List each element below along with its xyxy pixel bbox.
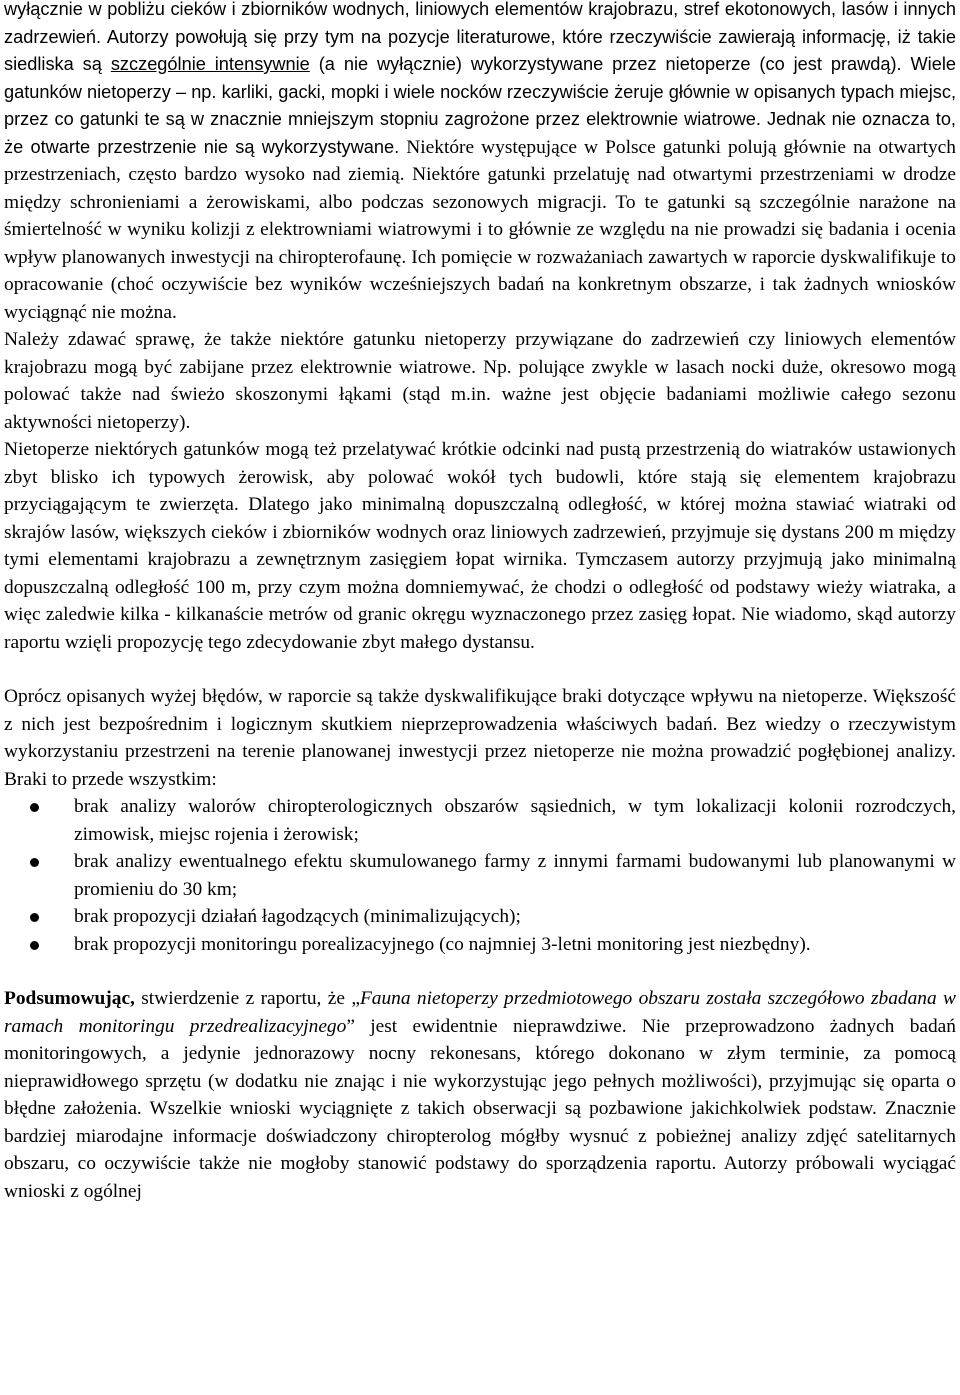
summary-text-1: stwierdzenie z raportu, że „ — [134, 988, 360, 1009]
list-item-text: brak propozycji działań łagodzących (minimalizujących); — [74, 906, 521, 927]
document-page — [4, 0, 956, 1205]
list-item-text: brak propozycji monitoringu porealizacyjnego (co najmniej 3-letni monitoring jest niezbędny). — [74, 933, 811, 955]
list-item — [4, 903, 956, 931]
summary-lead: Podsumowując, — [4, 988, 135, 1009]
summary-text-2: ” jest ewidentnie nieprawdziwe. Nie przeprowadzono żadnych badań monitoringowych, a jedynie jednorazowy nocny rekonesans, którego dokonano w złym terminie, za pomocą nieprawidłowego sprzętu (w dodatku nie znając i nie wykorzystując jego pełnych możliwości), przyjmując się oparta o błędne założenia. Wszelkie wnioski wyciągnięte z takich obserwacji są pozbawione jakichkolwiek podstaw. Znacznie bardziej miarodajne informacje doświadczony chiropterolog mógłby wysnuć z pobieżnej analizy zdjęć satelitarnych obszaru, co oczywiście także nie mogłoby stanowić podstawy do sporządzenia raportu. Autorzy próbowali wyciągać wnioski z ogólnej — [4, 1015, 956, 1202]
paragraph-2 — [4, 326, 956, 436]
list-item-text: brak analizy walorów chiropterologicznych obszarów sąsiednich, w tym lokalizacji kolonii rozrodczych, zimowisk, miejsc rojenia i żerowisk; — [74, 796, 956, 845]
bullet-icon — [30, 913, 39, 922]
summary-quote: Fauna nietoperzy przedmiotowego obszaru została szczegółowo zbadana w ramach monitoringu przedrealizacyjnego — [4, 988, 956, 1037]
paragraph-gap — [4, 958, 956, 985]
paragraph-1-underlined-text: szczególnie intensywnie — [110, 54, 310, 74]
bullet-icon — [30, 941, 39, 950]
paragraph-3-text: Nietoperze niektórych gatunków mogą też przelatywać krótkie odcinki nad pustą przestrzenią do wiatraków ustawionych zbyt blisko ich typowych żerowisk, aby polować wokół tych budowli, które stają się elementem krajobrazu przyciągającym te zwierzęta. Dlatego jako minimalną dopuszczalną odległość, w której można stawiać wiatraki od skrajów lasów, większych cieków i zbiorników wodnych oraz liniowych zadrzewień, przyjmuje się dystans 200 m między tymi elementami krajobrazu a zewnętrznym zasięgiem łopat wirnika. Tymczasem autorzy przyjmują jako minimalną dopuszczalną odległość 100 m, przy czym można domniemywać, że chodzi o odległość od podstawy wieży wiatraka, a więc zaledwie kilka - kilkanaście metrów od granic okręgu wyznaczonego przez zasięg łopat. Nie wiadomo, skąd autorzy raportu wzięli propozycję tego zdecydowanie zbyt małego dystansu. — [4, 439, 956, 653]
paragraph-gap — [4, 656, 956, 683]
paragraph-1-sans-text-b: (a nie wyłącznie) wykorzystywane przez nietoperze (co jest prawdą). Wiele gatunków nietoperzy – np. karliki, gacki, mopki i wiele nocków rzeczywiście żeruje głównie w opisanych typach miejsc, przez co gatunki te są w znacznie mniejszym stopniu zagrożone przez elektrownie wiatrowe. Jednak nie oznacza to, że otwarte przestrzenie nie są wykorzystywane. — [4, 54, 956, 157]
list-item — [4, 931, 956, 959]
list-item — [4, 793, 956, 848]
paragraph-1-sans-text-a: wyłącznie w pobliżu cieków i zbiorników wodnych, liniowych elementów krajobrazu, stref ekotonowych, lasów i innych zadrzewień. Autorzy powołują się przy tym na pozycje literaturowe, które rzeczywiście zawierają informację, iż takie siedliska są — [4, 0, 956, 74]
paragraph-1 — [4, 0, 956, 326]
bullet-icon — [30, 803, 39, 812]
paragraph-1-serif-text: Niektóre występujące w Polsce gatunki polują głównie na otwartych przestrzeniach, często bardzo wysoko nad ziemią. Niektóre gatunki przelatuję nad otwartymi przestrzeniami w drodze między schronieniami a żerowiskami, albo podczas sezonowych migracji. To te gatunki są szczególnie narażone na śmiertelność w wyniku kolizji z elektrowniami wiatrowymi i to głównie ze względu na nie prowadzi się badania i ocenia wpływ planowanych inwestycji na chiropterofaunę. Ich pomięcie w rozważaniach zawartych w raporcie dyskwalifikuje to opracowanie (choć oczywiście bez wyników wcześniejszych badań na konkretnym obszarze, i tak żadnych wniosków wyciągnąć nie można. — [4, 136, 956, 323]
paragraph-5 — [4, 985, 956, 1205]
deficiency-list — [4, 793, 956, 958]
paragraph-3 — [4, 436, 956, 656]
paragraph-4 — [4, 683, 956, 793]
paragraph-4-text: Oprócz opisanych wyżej błędów, w raporcie są także dyskwalifikujące braki dotyczące wpływu na nietoperze. Większość z nich jest bezpośrednim i logicznym skutkiem nieprzeprowadzenia właściwych badań. Bez wiedzy o rzeczywistym wykorzystaniu przestrzeni na terenie planowanej inwestycji przez nietoperze nie można prowadzić pogłębionej analizy. Braki to przede wszystkim: — [4, 686, 956, 790]
bullet-icon — [30, 858, 39, 867]
list-item — [4, 848, 956, 903]
list-item-text: brak analizy ewentualnego efektu skumulowanego farmy z innymi farmami budowanymi lub planowanymi w promieniu do 30 km; — [74, 851, 956, 900]
paragraph-2-text: Należy zdawać sprawę, że także niektóre gatunku nietoperzy przywiązane do zadrzewień czy liniowych elementów krajobrazu mogą być zabijane przez elektrownie wiatrowe. Np. polujące zwykle w lasach nocki duże, okresowo mogą polować także nad świeżo skoszonymi łąkami (stąd m.in. ważne jest objęcie badaniami możliwie całego sezonu aktywności nietoperzy). — [4, 329, 956, 433]
